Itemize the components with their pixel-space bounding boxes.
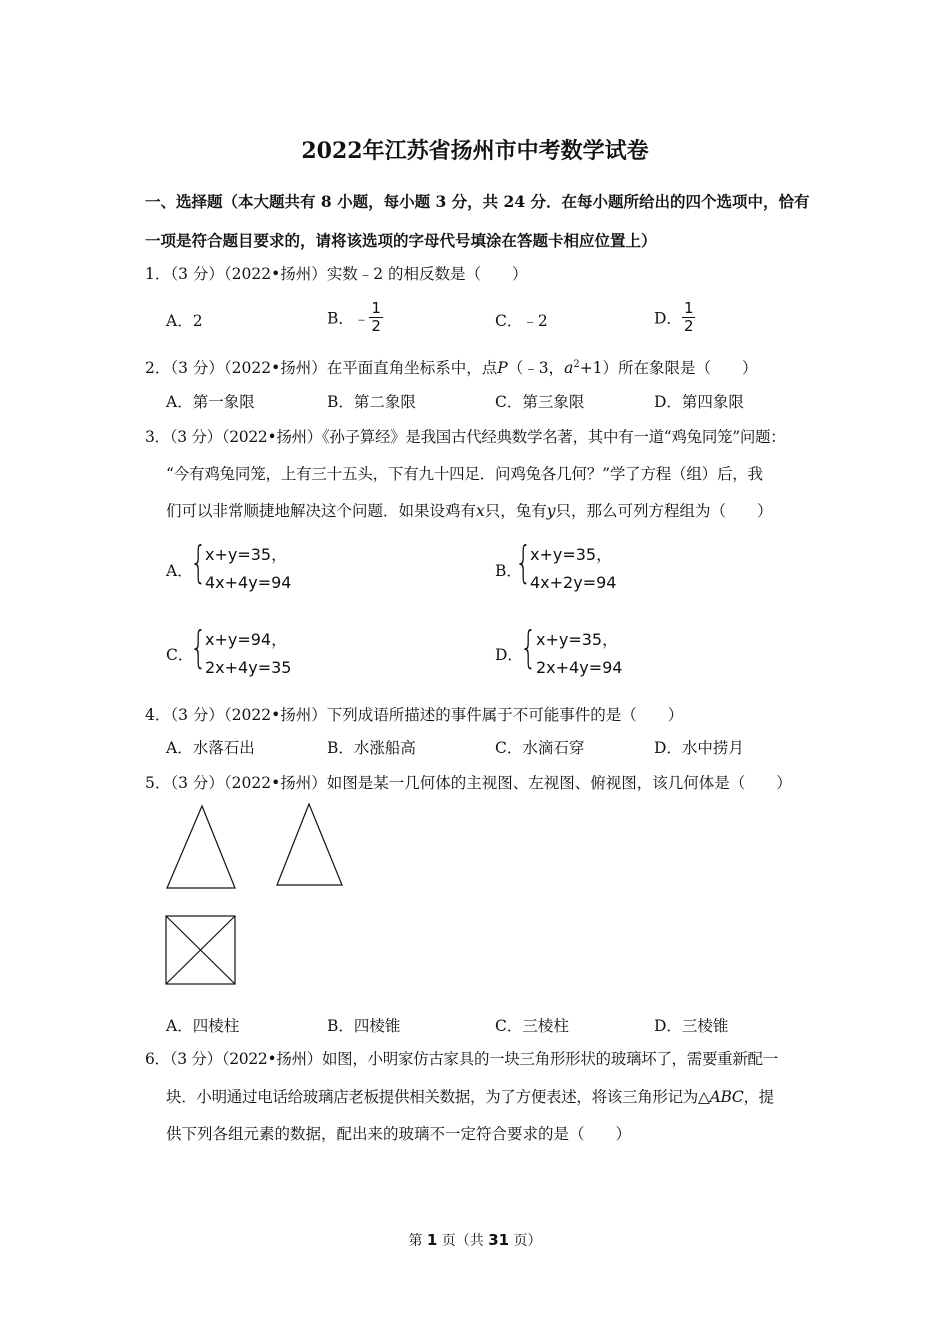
section-instructions-line2: 一项是符合题目要求的，请将该选项的字母代号填涂在答题卡相应位置上） — [145, 231, 657, 250]
q3-line3-c: 只，那么可列方程组为（ ） — [555, 502, 773, 520]
q5-option-b: B．四棱锥 — [327, 1017, 401, 1035]
q3-option-b-eq1: x+y=35， — [530, 545, 613, 564]
q2-coord-pre: （﹣3， — [507, 359, 565, 377]
q2-option-a: A．第一象限 — [166, 393, 255, 411]
q1-option-c: C．﹣2 — [495, 312, 548, 330]
q6-line1: 6．（3 分）（2022•扬州）如图，小明家仿古家具的一块三角形形状的玻璃坏了，需要重新配一 — [145, 1050, 778, 1068]
q3-line1: 3．（3 分）（2022•扬州）《孙子算经》是我国古代经典数学名著，其中有一道“鸡兔同笼”问题： — [145, 428, 786, 446]
q1-option-d-fraction — [682, 300, 696, 335]
q3-option-c-eq2: 2x+4y=35 — [205, 658, 292, 677]
q3-option-b-brace: { — [515, 537, 532, 588]
footer-page-number: 1 — [426, 1231, 438, 1249]
top-view-square-with-diagonals — [160, 910, 242, 990]
q3-option-a-label: A． — [166, 562, 193, 580]
q6-abc: ABC — [709, 1088, 744, 1106]
q1-option-b — [327, 300, 383, 335]
q2-option-c: C．第三象限 — [495, 393, 585, 411]
q3-option-c-eq1: x+y=94， — [205, 630, 288, 649]
fraction-numerator: 1 — [371, 299, 381, 317]
q3-line3-a: 们可以非常顺捷地解决这个问题．如果设鸡有 — [166, 502, 477, 520]
footer-pre: 第 — [408, 1233, 427, 1249]
q5-stem: 5．（3 分）（2022•扬州）如图是某一几何体的主视图、左视图、俯视图，该几何体是（ ） — [145, 774, 792, 792]
q3-option-d-eq2: 2x+4y=94 — [536, 658, 623, 677]
fraction-denominator: 2 — [683, 317, 694, 335]
q5-option-a: A．四棱柱 — [166, 1017, 240, 1035]
q3-line2: “今有鸡兔同笼，上有三十五头，下有九十四足．问鸡兔各几何？”学了方程（组）后，我 — [166, 465, 763, 483]
q5-option-d: D．三棱锥 — [654, 1017, 729, 1035]
q1-option-d — [654, 300, 695, 335]
q1-option-d-label: D． — [654, 309, 682, 328]
fraction-denominator: 2 — [371, 317, 381, 335]
q1-stem: 1．（3 分）（2022•扬州）实数﹣2 的相反数是（ ） — [145, 265, 528, 283]
q2-option-d: D．第四象限 — [654, 393, 744, 411]
paper-title: 2022年江苏省扬州市中考数学试卷 — [301, 138, 649, 164]
q6-line2-a: 块．小明通过电话给玻璃店老板提供相关数据，为了方便表述，将该三角形记为△ — [166, 1088, 710, 1106]
q1-option-a: A．2 — [166, 312, 203, 330]
q2-var: a — [564, 359, 574, 377]
q3-option-d-label: D． — [495, 646, 523, 664]
q3-var-y: y — [546, 502, 556, 520]
q3-option-d-eq1: x+y=35， — [536, 630, 619, 649]
q4-option-d: D．水中捞月 — [654, 739, 744, 757]
q3-option-c-brace: { — [190, 622, 207, 673]
q4-option-c: C．水滴石穿 — [495, 739, 585, 757]
front-view-triangle — [160, 800, 245, 895]
q3-line3-b: 只，兔有 — [484, 502, 547, 520]
q4-stem: 4．（3 分）（2022•扬州）下列成语所描述的事件属于不可能事件的是（ ） — [145, 706, 684, 724]
q3-option-a-eq1: x+y=35， — [205, 545, 288, 564]
q3-option-c-label: C． — [166, 646, 194, 664]
q3-option-a-eq2: 4x+4y=94 — [205, 573, 292, 592]
q3-line3 — [166, 499, 773, 521]
q2-stem-pre: 2．（3 分）（2022•扬州）在平面直角坐标系中，点 — [145, 359, 498, 377]
q3-var-x: x — [476, 502, 485, 520]
q2-sup: 2 — [573, 358, 580, 370]
q4-option-a: A．水落石出 — [166, 739, 255, 757]
q2-option-b: B．第二象限 — [327, 393, 416, 411]
q4-option-b: B．水涨船高 — [327, 739, 416, 757]
q2-point: P — [497, 359, 508, 377]
fraction-numerator: 1 — [683, 299, 694, 317]
footer-total-pages: 31 — [488, 1231, 510, 1249]
q1-option-b-label: B．﹣ — [327, 309, 370, 328]
q2-coord-post: +1）所在象限是（ ） — [579, 359, 758, 377]
page-footer — [0, 1230, 950, 1250]
q5-option-c: C．三棱柱 — [495, 1017, 569, 1035]
side-view-triangle — [270, 800, 350, 890]
footer-mid: 页（共 — [437, 1233, 489, 1249]
q6-line2 — [166, 1085, 774, 1107]
q1-option-b-fraction — [369, 300, 383, 335]
q6-line3: 供下列各组元素的数据，配出来的玻璃不一定符合要求的是（ ） — [166, 1125, 632, 1143]
section-instructions-line1: 一、选择题（本大题共有 8 小题，每小题 3 分，共 24 分．在每小题所给出的四个选项中，恰有 — [145, 192, 810, 211]
q3-option-b-eq2: 4x+2y=94 — [530, 573, 617, 592]
q3-option-d-brace: { — [520, 622, 537, 673]
q2-stem — [145, 356, 758, 378]
q3-option-b-label: B． — [495, 562, 522, 580]
footer-post: 页） — [509, 1233, 542, 1249]
q3-option-a-brace: { — [190, 537, 207, 588]
q6-line2-b: ，提 — [743, 1088, 774, 1106]
